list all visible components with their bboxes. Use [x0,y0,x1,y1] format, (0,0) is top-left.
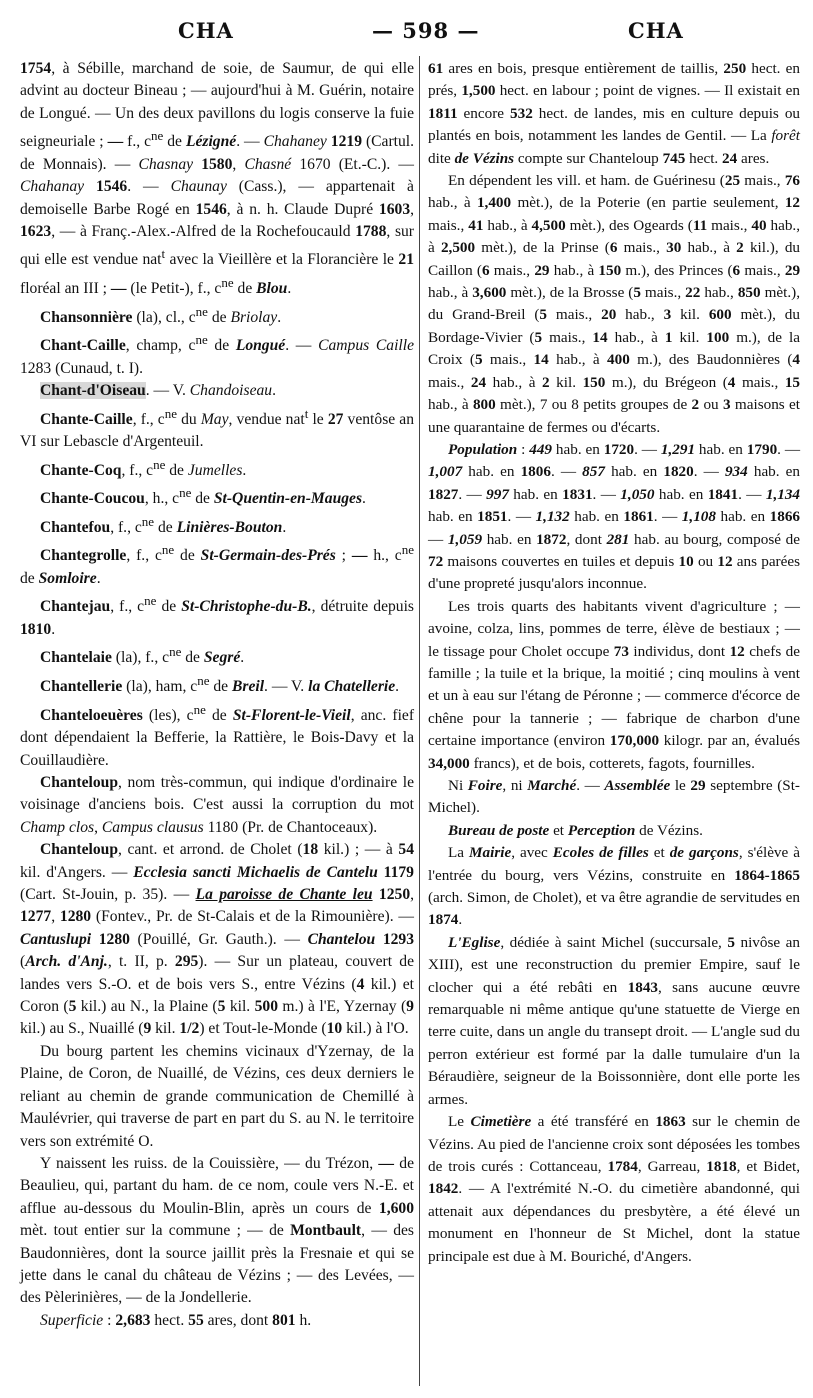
page-number: — 598 — [372,18,480,43]
paragraph: Chante-Caille, f., $c^{ne}$ du May, vendue nat$^t$ le 27 ventôse an VI sur Lebascle d'Argenteuil. [20,405,415,451]
paragraph: 1754, à Sébille, marchand de soie, de Saumur, de qui elle advint au docteur Bineau ; — aujourd'hui à M. Guérin, notaire de Longué. — Un des deux pavillons du logis conserve la fuie seigneuriale ; — f., $c^{ne}$ de Lézigné. — Chahaney 1219 (Cartul. de Monnais). — Chasnay 1580, Chasné 1670 (Et.-C.). — Chahanay 1546. — Chaunay (Cass.), — appartenait à demoiselle Barbe Rogé en 1546, à n. h. Claude Dupré 1603, 1623, — à Franç.-Alex.-Alfred de la Rochefoucauld 1788, sur qui elle est vendue nat$^t$ avec la Vieillère et la Florancière le 21 floréal an III ; — (le Petit-), f., $c^{ne}$ de Blou. [20,60,415,298]
running-head-right: CHA [628,18,684,43]
paragraph: Bureau de poste et Perception de Vézins. [448,821,703,839]
left-column [20,58,414,1332]
paragraph: Chantelaie (la), f., $c^{ne}$ de Segré. [40,644,245,667]
paragraph: Population : 449 hab. en 1720. — 1,291 hab. en 1790. — 1,007 hab. en 1806. — 857 hab. en 1820. — 934 hab. en 1827. — 997 hab. en 1831. — 1,050 hab. en 1841. — 1,134 hab. en 1851. — 1,132 hab. en 1861. — 1,108 hab. en 1866 — 1,059 hab. en 1872, dont 281 hab. au bourg, composé de 72 maisons couvertes en tuiles et depuis 10 ou 12 ans parées d'une propreté jusqu'alors inconnue. [428,440,801,593]
paragraph: Ni Foire, ni Marché. — Assemblée le 29 septembre (St-Michel). [428,777,800,817]
paragraph: Le Cimetière a été transféré en 1863 sur le chemin de Vézins. Au pied de l'ancienne croix sont déposées les tombes de trois curés : Cottanceau, 1784, Garreau, 1818, et Bidet, 1842. — A l'extrémité N.-O. du cimetière abandonné, qui attenait aux dépendances du presbytère, a été élevé un monument en l'honneur de St Michel, dont la statue principale est due à M. Bouriché, d'Angers. [428,1113,800,1265]
paragraph: Chantellerie (la), ham, $c^{ne}$ de Breil. — V. la Chatellerie. [40,673,400,696]
paragraph: Chantefou, f., $c^{ne}$ de Linières-Bouton. [40,513,287,536]
paragraph: Du bourg partent les chemins vicinaux d'Yzernay, de la Plaine, de Coron, de Nuaillé, de Vézins, ces deux derniers le reliant au chemin de grande communication de Chemillé à Maulévrier, qui traverse de part en part du S. au N. le territoire vers son extrémité O. [20,1042,414,1150]
paragraph: Chante-Coq, f., $c^{ne}$ de Jumelles. [40,456,247,479]
paragraph: 61 ares en bois, presque entièrement de taillis, 250 hect. en prés, 1,500 hect. en labour ; point de vignes. — Il existait en 1811 encore 532 hect. de landes, mis en culture depuis ou plantés en bois, notamment les landes de Gentil. — La forêt dite de Vézins compte sur Chanteloup 745 hect. 24 ares. [428,60,801,167]
paragraph: Chansonnière (la), cl., $c^{ne}$ de Briolay. [40,303,282,326]
running-head-left: CHA [178,18,234,43]
paragraph: Chantejau, f., $c^{ne}$ de St-Christophe-du-B., détruite depuis 1810. [20,593,414,638]
paragraph: Les trois quarts des habitants vivent d'agriculture ; — avoine, colza, lins, pommes de terre, élève de bestiaux ; — le tissage pour Cholet occupe 73 individus, dont 12 chefs de famille ; la tuile et la brique, la moitié ; cinq moulins à vent et un à eau sur l'étang de Péronne ; — commerce d'écorce de chêne pour la tannerie ; — fabrique de charbon d'une certaine importance (environ 170,000 kilogr. par an, évalués 34,000 francs), et de bois, cotterets, fagots, fournilles. [428,597,800,772]
paragraph: Chant-Caille, champ, $c^{ne}$ de Longué. — Campus Caille 1283 (Cunaud, t. I). [20,332,415,377]
paragraph: Y naissent les ruiss. de la Couissière, — du Trézon, — de Beaulieu, qui, partant du ham. de ce nom, coule vers N.-E. et afflue au-dessous du Moulin-Blin, après un cours de 1,600 mèt. tout entier sur la commune ; — de Montbault, — des Baudonnières, dont la source jaillit près la Fresnaie et qui se jette dans le canal du château de Vézins ; — des Levées, — des Pèlerinières, — de la Jondellerie. [20,1154,414,1307]
paragraph: Chanteloeuères (les), $c^{ne}$ de St-Florent-le-Vieil, anc. fief dont dépendaient la Befferie, la Rattière, le Bois-Davy et la Couillaudière. [20,701,415,769]
page-header [0,18,813,48]
paragraph: Superficie : 2,683 hect. 55 ares, dont 801 h. [40,1311,312,1329]
column-divider [419,56,420,1386]
paragraph: Chantegrolle, f., $c^{ne}$ de St-Germain-des-Prés ; — h., $c^{ne}$ de Somloire. [20,542,415,587]
right-column [428,58,800,1268]
paragraph: La Mairie, avec Ecoles de filles et de garçons, s'élève à l'entrée du bourg, vers Vézins, construite en 1864-1865 (arch. Simon, de Cholet), et va être agrandie de servitudes en 1874. [428,844,800,929]
paragraph: Chanteloup, nom très-commun, qui indique d'ordinaire le voisinage d'anciens bois. C'est aussi la corruption du mot Champ clos, Campus clausus 1180 (Pr. de Chantoceaux). [20,774,414,836]
paragraph: L'Eglise, dédiée à saint Michel (succursale, 5 nivôse an XIII), est une reconstruction du premier Empire, sauf le clocher qui a été rebâti en 1843, sans aucune œuvre remarquable ni même antique qu'une statuette de Vierge en terre cuite, dans un angle du transept droit. — L'angle sud du perron extérieur est formé par la dalle tumulaire d'un la Béraudière, seigneur de la Boissonnière, dont elle porte les armes. [428,933,800,1108]
paragraph: En dépendent les vill. et ham. de Guérinesu (25 mais., 76 hab., à 1,400 mèt.), de la Poterie (en partie seulement, 12 mais., 41 hab., à 4,500 mèt.), des Ogeards (11 mais., 40 hab., à 2,500 mèt.), de la Prinse (6 mais., 30 hab., à 2 kil.), du Caillon (6 mais., 29 hab., à 150 m.), des Princes (6 mais., 29 hab., à 3,600 mèt.), de la Brosse (5 mais., 22 hab., 850 mèt.), du Grand-Breil (5 mais., 20 hab., 3 kil. 600 mèt.), du Bordage-Vivier (5 mais., 14 hab., à 1 kil. 100 m.), de la Croix (5 mais., 14 hab., à 400 m.), des Baudonnières (4 mais., 24 hab., à 2 kil. 150 m.), du Brégeon (4 mais., 15 hab., à 800 mèt.), 7 ou 8 petits groupes de 2 ou 3 maisons et une quarantaine de fermes ou d'écarts. [428,172,801,436]
paragraph: Chant-d'Oiseau. — V. Chandoiseau. [40,382,276,400]
paragraph: Chante-Coucou, h., $c^{ne}$ de St-Quentin-en-Mauges. [40,485,366,508]
paragraph: Chanteloup, cant. et arrond. de Cholet (18 kil.) ; — à 54 kil. d'Angers. — Ecclesia sancti Michaelis de Cantelu 1179 (Cart. St-Jouin, p. 35). — La paroisse de Chante leu 1250, 1277, 1280 (Fontev., Pr. de St-Calais et de la Rimounière). — Cantuslupi 1280 (Pouillé, Gr. Gauth.). — Chantelou 1293 (Arch. d'Anj., t. II, p. 295). — Sur un plateau, couvert de landes vers S.-O. et de bois vers S., entre Vézins (4 kil.) et Coron (5 kil.) au N., la Plaine (5 kil. 500 m.) à l'E, Yzernay (9 kil.) au S., Nuaillé (9 kil. 1/2) et Tout-le-Monde (10 kil.) à l'O. [20,841,415,1038]
